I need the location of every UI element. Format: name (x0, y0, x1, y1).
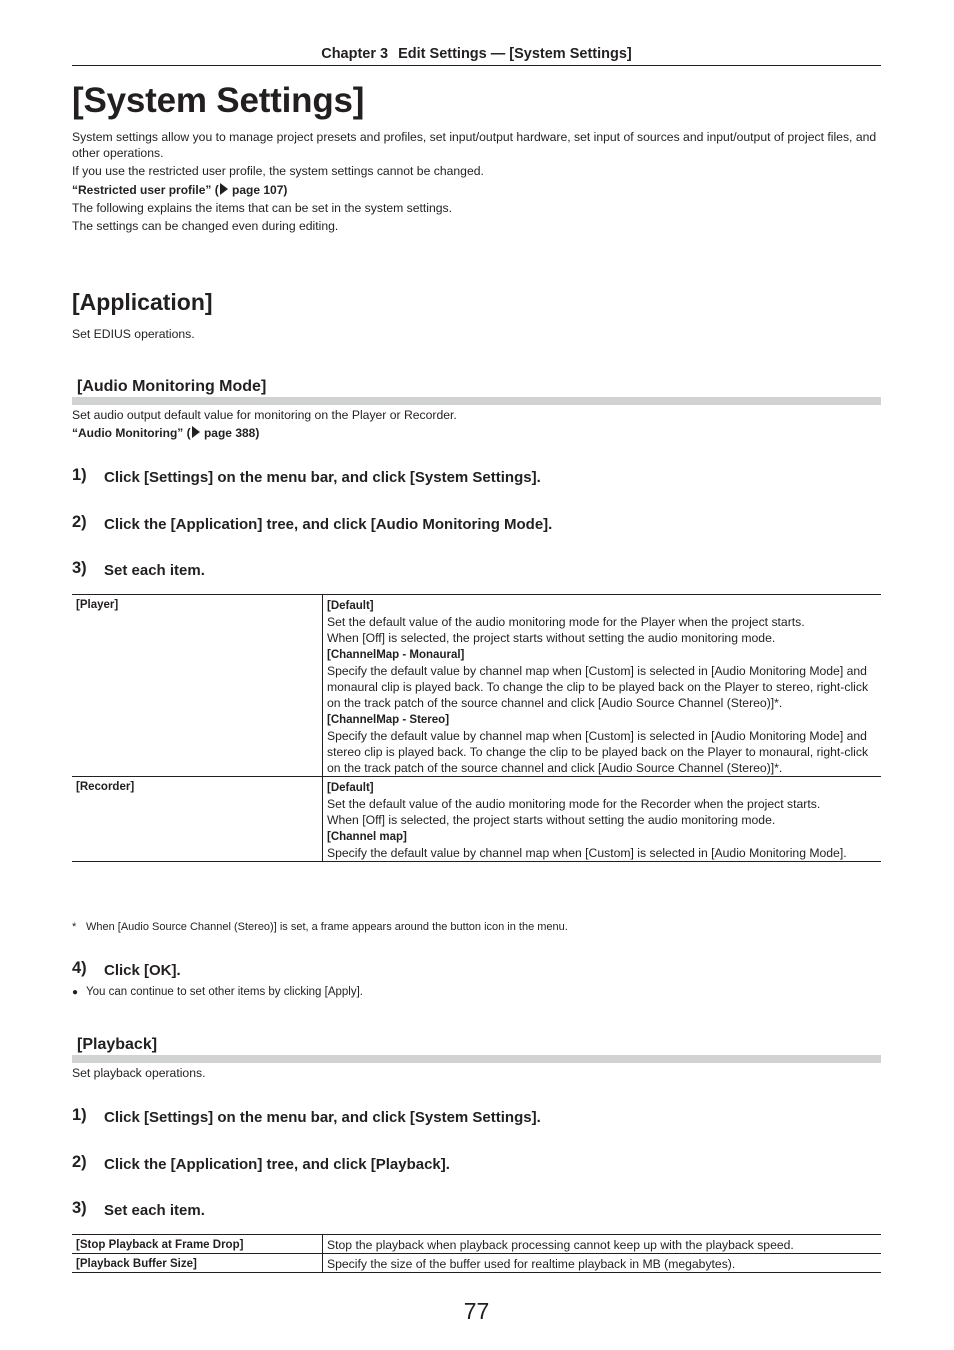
table-key-cell: [Stop Playback at Frame Drop] (72, 1235, 323, 1254)
audio-monitoring-mode-heading: [Audio Monitoring Mode] (72, 377, 881, 405)
page-arrow-icon (192, 426, 200, 438)
step-text: Set each item. (104, 562, 205, 579)
chapter-section-label: Edit Settings — [System Settings] (398, 46, 632, 62)
step-text: Click [Settings] on the menu bar, and click [System Settings]. (104, 469, 541, 486)
application-description: Set EDIUS operations. (72, 327, 195, 341)
audio-monitoring-link[interactable]: “Audio Monitoring” ( page 388) (72, 426, 260, 440)
step-1 (72, 465, 881, 487)
table-row (72, 1254, 881, 1273)
intro-paragraph-3: The following explains the items that can be set in the system settings. (72, 201, 453, 215)
intro-paragraph-4: The settings can be changed even during editing. (72, 219, 339, 233)
page-arrow-icon (220, 183, 228, 195)
step-number: 3) (72, 1199, 87, 1217)
application-section-title: [Application] (72, 289, 213, 315)
step-text: Click the [Application] tree, and click [Playback]. (104, 1156, 450, 1173)
playback-heading: [Playback] (72, 1035, 881, 1063)
step-number: 2) (72, 513, 87, 531)
table-value-cell: Specify the size of the buffer used for realtime playback in MB (megabytes). (323, 1254, 882, 1273)
table-row (72, 595, 881, 777)
step-number: 3) (72, 559, 87, 577)
playback-step-2 (72, 1152, 881, 1174)
step-text: Click [Settings] on the menu bar, and click [System Settings]. (104, 1109, 541, 1126)
step-text: Click the [Application] tree, and click [Audio Monitoring Mode]. (104, 516, 553, 533)
table-row (72, 1235, 881, 1254)
footnote: * When [Audio Source Channel (Stereo)] is set, a frame appears around the button icon in the menu. (72, 921, 568, 933)
table-value-cell: [Default] Set the default value of the audio monitoring mode for the Recorder when the project starts. When [Off] is selected, the project starts without setting the audio monitoring mode. [Channel map] Specify the default value by channel map when [Custom] is selected in [Audio Monitoring Mode]. (323, 777, 882, 862)
restricted-user-profile-link[interactable]: “Restricted user profile” ( page 107) (72, 183, 288, 197)
table-value-cell: Stop the playback when playback processing cannot keep up with the playback speed. (323, 1235, 882, 1254)
bullet-note: ● You can continue to set other items by clicking [Apply]. (72, 986, 364, 998)
step-number: 1) (72, 466, 87, 484)
playback-step-3 (72, 1198, 881, 1220)
intro-paragraph-1: System settings allow you to manage project presets and profiles, set input/output hardware, set input of sources and input/output of project files, and other operations. (72, 130, 877, 160)
audio-monitoring-description: Set audio output default value for monitoring on the Player or Recorder. (72, 408, 457, 422)
step-text: Set each item. (104, 1202, 205, 1219)
table-row (72, 777, 881, 862)
step-number: 1) (72, 1106, 87, 1124)
playback-settings-table (72, 1234, 881, 1273)
page-title: [System Settings] (72, 81, 365, 120)
chapter-header (72, 44, 881, 66)
step-number: 4) (72, 959, 87, 977)
step-2 (72, 512, 881, 534)
table-key-cell: [Player] (72, 595, 323, 777)
page-number: 77 (463, 1298, 490, 1324)
step-3 (72, 558, 881, 580)
playback-step-1 (72, 1105, 881, 1127)
step-4 (72, 958, 881, 980)
table-key-cell: [Recorder] (72, 777, 323, 862)
intro-paragraph-2: If you use the restricted user profile, the system settings cannot be changed. (72, 164, 484, 178)
step-text: Click [OK]. (104, 962, 181, 979)
step-number: 2) (72, 1153, 87, 1171)
table-key-cell: [Playback Buffer Size] (72, 1254, 323, 1273)
chapter-label: Chapter 3 (321, 46, 389, 62)
table-value-cell: [Default] Set the default value of the audio monitoring mode for the Player when the project starts. When [Off] is selected, the project starts without setting the audio monitoring mode. [ChannelMap - Monaural] Specify the default value by channel map when [Custom] is selected in [Audio Monitoring Mode] and monaural clip is played back. To change the clip to be played back on the Player to stereo, right-click on the track patch of the source channel and click [Audio Source Channel (Stereo)]*. [ChannelMap - Stereo] Specify the default value by channel map when [Custom] is selected in [Audio Monitoring Mode] and stereo clip is played back. To change the clip to be played back on the Player to monaural, right-click on the track patch of the source channel and click [Audio Source Channel (Stereo)]*. (323, 595, 882, 777)
playback-description: Set playback operations. (72, 1066, 206, 1080)
audio-monitoring-settings-table (72, 594, 881, 862)
bullet-icon: ● (72, 987, 79, 998)
